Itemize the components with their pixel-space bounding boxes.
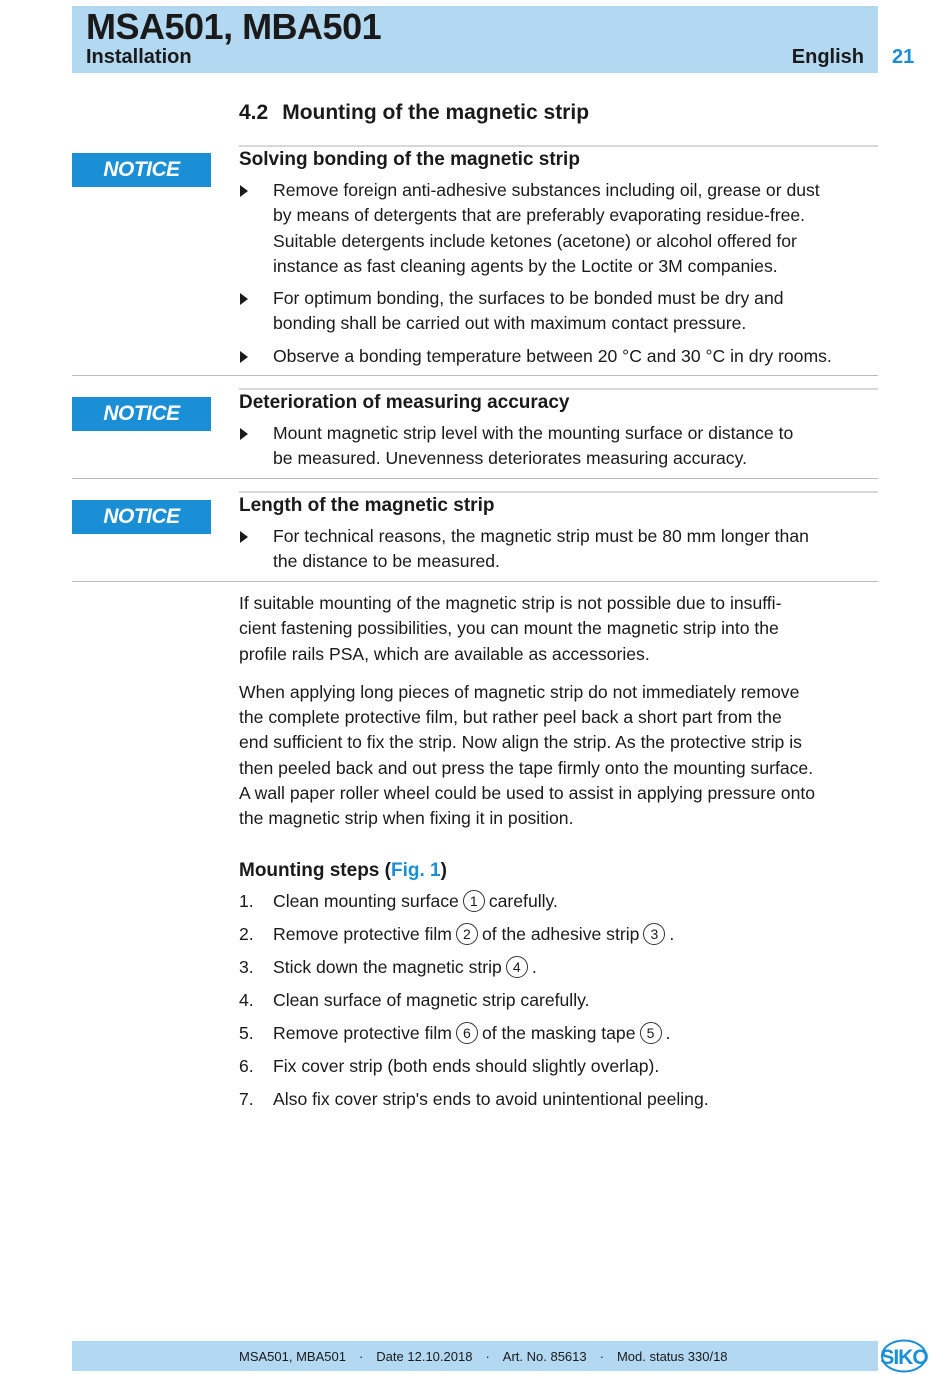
mounting-steps xyxy=(239,860,899,1120)
notice-block xyxy=(239,392,899,479)
text-line: instance as fast cleaning agents by the Loctite or 3M companies. xyxy=(273,255,778,276)
step-item xyxy=(239,988,899,1021)
text-line: by means of detergents that are preferably evaporating residue-free. xyxy=(273,205,806,226)
divider xyxy=(72,478,878,479)
page-footer: MSA501, MBA501 · Date 12.10.2018 · Art. No. 85613 · Mod. status 330/18 xyxy=(72,1341,878,1371)
text-line: Remove foreign anti-adhesive substances including oil, grease or dust xyxy=(273,180,820,200)
siko-logo xyxy=(880,1339,928,1373)
footer-product: MSA501, MBA501 xyxy=(239,1349,346,1364)
step-item xyxy=(239,1087,899,1120)
figure-link[interactable]: Fig. 1 xyxy=(390,860,441,881)
text-line: Suitable detergents include ketones (acetone) or alcohol offered for xyxy=(273,230,797,251)
bullet-item xyxy=(239,286,899,337)
step-number: 3. xyxy=(239,957,254,977)
step-item xyxy=(239,1021,899,1054)
section-title: Mounting of the magnetic strip xyxy=(282,101,590,124)
text-line: end sufficient to fix the strip. Now align the strip. As the protective strip is xyxy=(239,732,802,753)
step-text: Clean mounting surface xyxy=(273,891,459,911)
bullet-arrow-icon xyxy=(240,351,248,363)
footer-art-no: Art. No. 85613 xyxy=(502,1349,587,1364)
step-text: Fix cover strip (both ends should slightly overlap). xyxy=(273,1056,660,1076)
bullet-item xyxy=(239,421,899,472)
text-line: the distance to be measured. xyxy=(273,551,500,572)
bullet-item xyxy=(239,344,899,369)
step-number: 4. xyxy=(239,990,254,1010)
step-number: 7. xyxy=(239,1089,254,1109)
steps-heading: Mounting steps (Fig. 1) xyxy=(239,860,447,881)
footer-mod-status: Mod. status 330/18 xyxy=(616,1349,728,1364)
text-line: the magnetic strip when fixing it in position. xyxy=(239,808,574,829)
text-line: A wall paper roller wheel could be used to assist in applying pressure onto xyxy=(239,783,816,804)
footer-date: Date 12.10.2018 xyxy=(376,1349,473,1364)
step-text: Stick down the magnetic strip xyxy=(273,957,502,977)
text-line: For technical reasons, the magnetic strip must be 80 mm longer than xyxy=(273,526,809,546)
text-line: Mount magnetic strip level with the mounting surface or distance to xyxy=(273,423,794,443)
page-number: 21 xyxy=(892,46,915,68)
step-text: Also fix cover strip's ends to avoid unintentional peeling. xyxy=(273,1089,709,1109)
divider xyxy=(239,491,878,493)
bullet-arrow-icon xyxy=(240,531,248,543)
language-label: English xyxy=(791,46,864,68)
text-line: cient fastening possibilities, you can mount the magnetic strip into the xyxy=(239,618,779,639)
text-line: bonding shall be carried out with maximum contact pressure. xyxy=(273,313,747,334)
callout-number: 3 xyxy=(643,923,665,945)
document-title: MSA501, MBA501 xyxy=(86,6,382,47)
step-number: 1. xyxy=(239,891,254,911)
step-number: 5. xyxy=(239,1023,254,1043)
step-number: 6. xyxy=(239,1056,254,1076)
step-text: . xyxy=(531,957,537,977)
divider xyxy=(72,375,878,376)
callout-number: 6 xyxy=(456,1022,478,1044)
text-line: For optimum bonding, the surfaces to be bonded must be dry and xyxy=(273,288,784,309)
section-number: 4.2 xyxy=(239,101,269,124)
page-header xyxy=(72,6,878,73)
callout-number: 1 xyxy=(463,890,485,912)
step-number: 2. xyxy=(239,924,254,944)
bullet-arrow-icon xyxy=(240,428,248,440)
text-line: If suitable mounting of the magnetic strip is not possible due to insuffi- xyxy=(239,593,782,613)
step-text: of the adhesive strip xyxy=(481,924,640,944)
bullet-item xyxy=(239,524,899,575)
step-text: . xyxy=(665,1023,671,1043)
text-line: be measured. Unevenness deteriorates measuring accuracy. xyxy=(273,448,747,469)
section-heading xyxy=(239,101,603,125)
notice-badge: NOTICE xyxy=(72,153,211,187)
callout-number: 4 xyxy=(506,956,528,978)
step-text: Clean surface of magnetic strip carefully. xyxy=(273,990,590,1010)
text-line: the complete protective film, but rather peel back a short part from the xyxy=(239,707,782,728)
notice-heading: Length of the magnetic strip xyxy=(239,495,495,516)
notice-heading: Deterioration of measuring accuracy xyxy=(239,392,570,413)
divider xyxy=(239,388,878,390)
bullet-arrow-icon xyxy=(240,293,248,305)
step-text: carefully. xyxy=(488,891,558,911)
bullet-item xyxy=(239,178,899,279)
callout-number: 5 xyxy=(640,1022,662,1044)
body-text xyxy=(239,591,899,845)
step-item xyxy=(239,889,899,922)
step-text: of the masking tape xyxy=(481,1023,636,1043)
notice-badge: NOTICE xyxy=(72,500,211,534)
notice-badge: NOTICE xyxy=(72,397,211,431)
step-item xyxy=(239,1054,899,1087)
text-line: profile rails PSA, which are available as accessories. xyxy=(239,643,650,664)
paragraph xyxy=(239,591,899,667)
callout-number: 2 xyxy=(456,923,478,945)
divider xyxy=(72,581,878,582)
step-text: Remove protective film xyxy=(273,924,452,944)
text-line: then peeled back and out press the tape firmly onto the mounting surface. xyxy=(239,757,814,778)
text-line: Observe a bonding temperature between 20 °C and 30 °C in dry rooms. xyxy=(273,345,832,366)
notice-block xyxy=(239,149,899,376)
step-item xyxy=(239,955,899,988)
notice-block xyxy=(239,495,899,582)
chapter-title: Installation xyxy=(86,46,192,68)
text-line: When applying long pieces of magnetic strip do not immediately remove xyxy=(239,681,800,702)
divider xyxy=(239,145,878,147)
bullet-arrow-icon xyxy=(240,185,248,197)
paragraph xyxy=(239,680,899,832)
svg-text:SIKO: SIKO xyxy=(880,1346,928,1369)
step-text: Remove protective film xyxy=(273,1023,452,1043)
notice-heading: Solving bonding of the magnetic strip xyxy=(239,149,580,170)
step-item xyxy=(239,922,899,955)
step-text: . xyxy=(669,924,675,944)
